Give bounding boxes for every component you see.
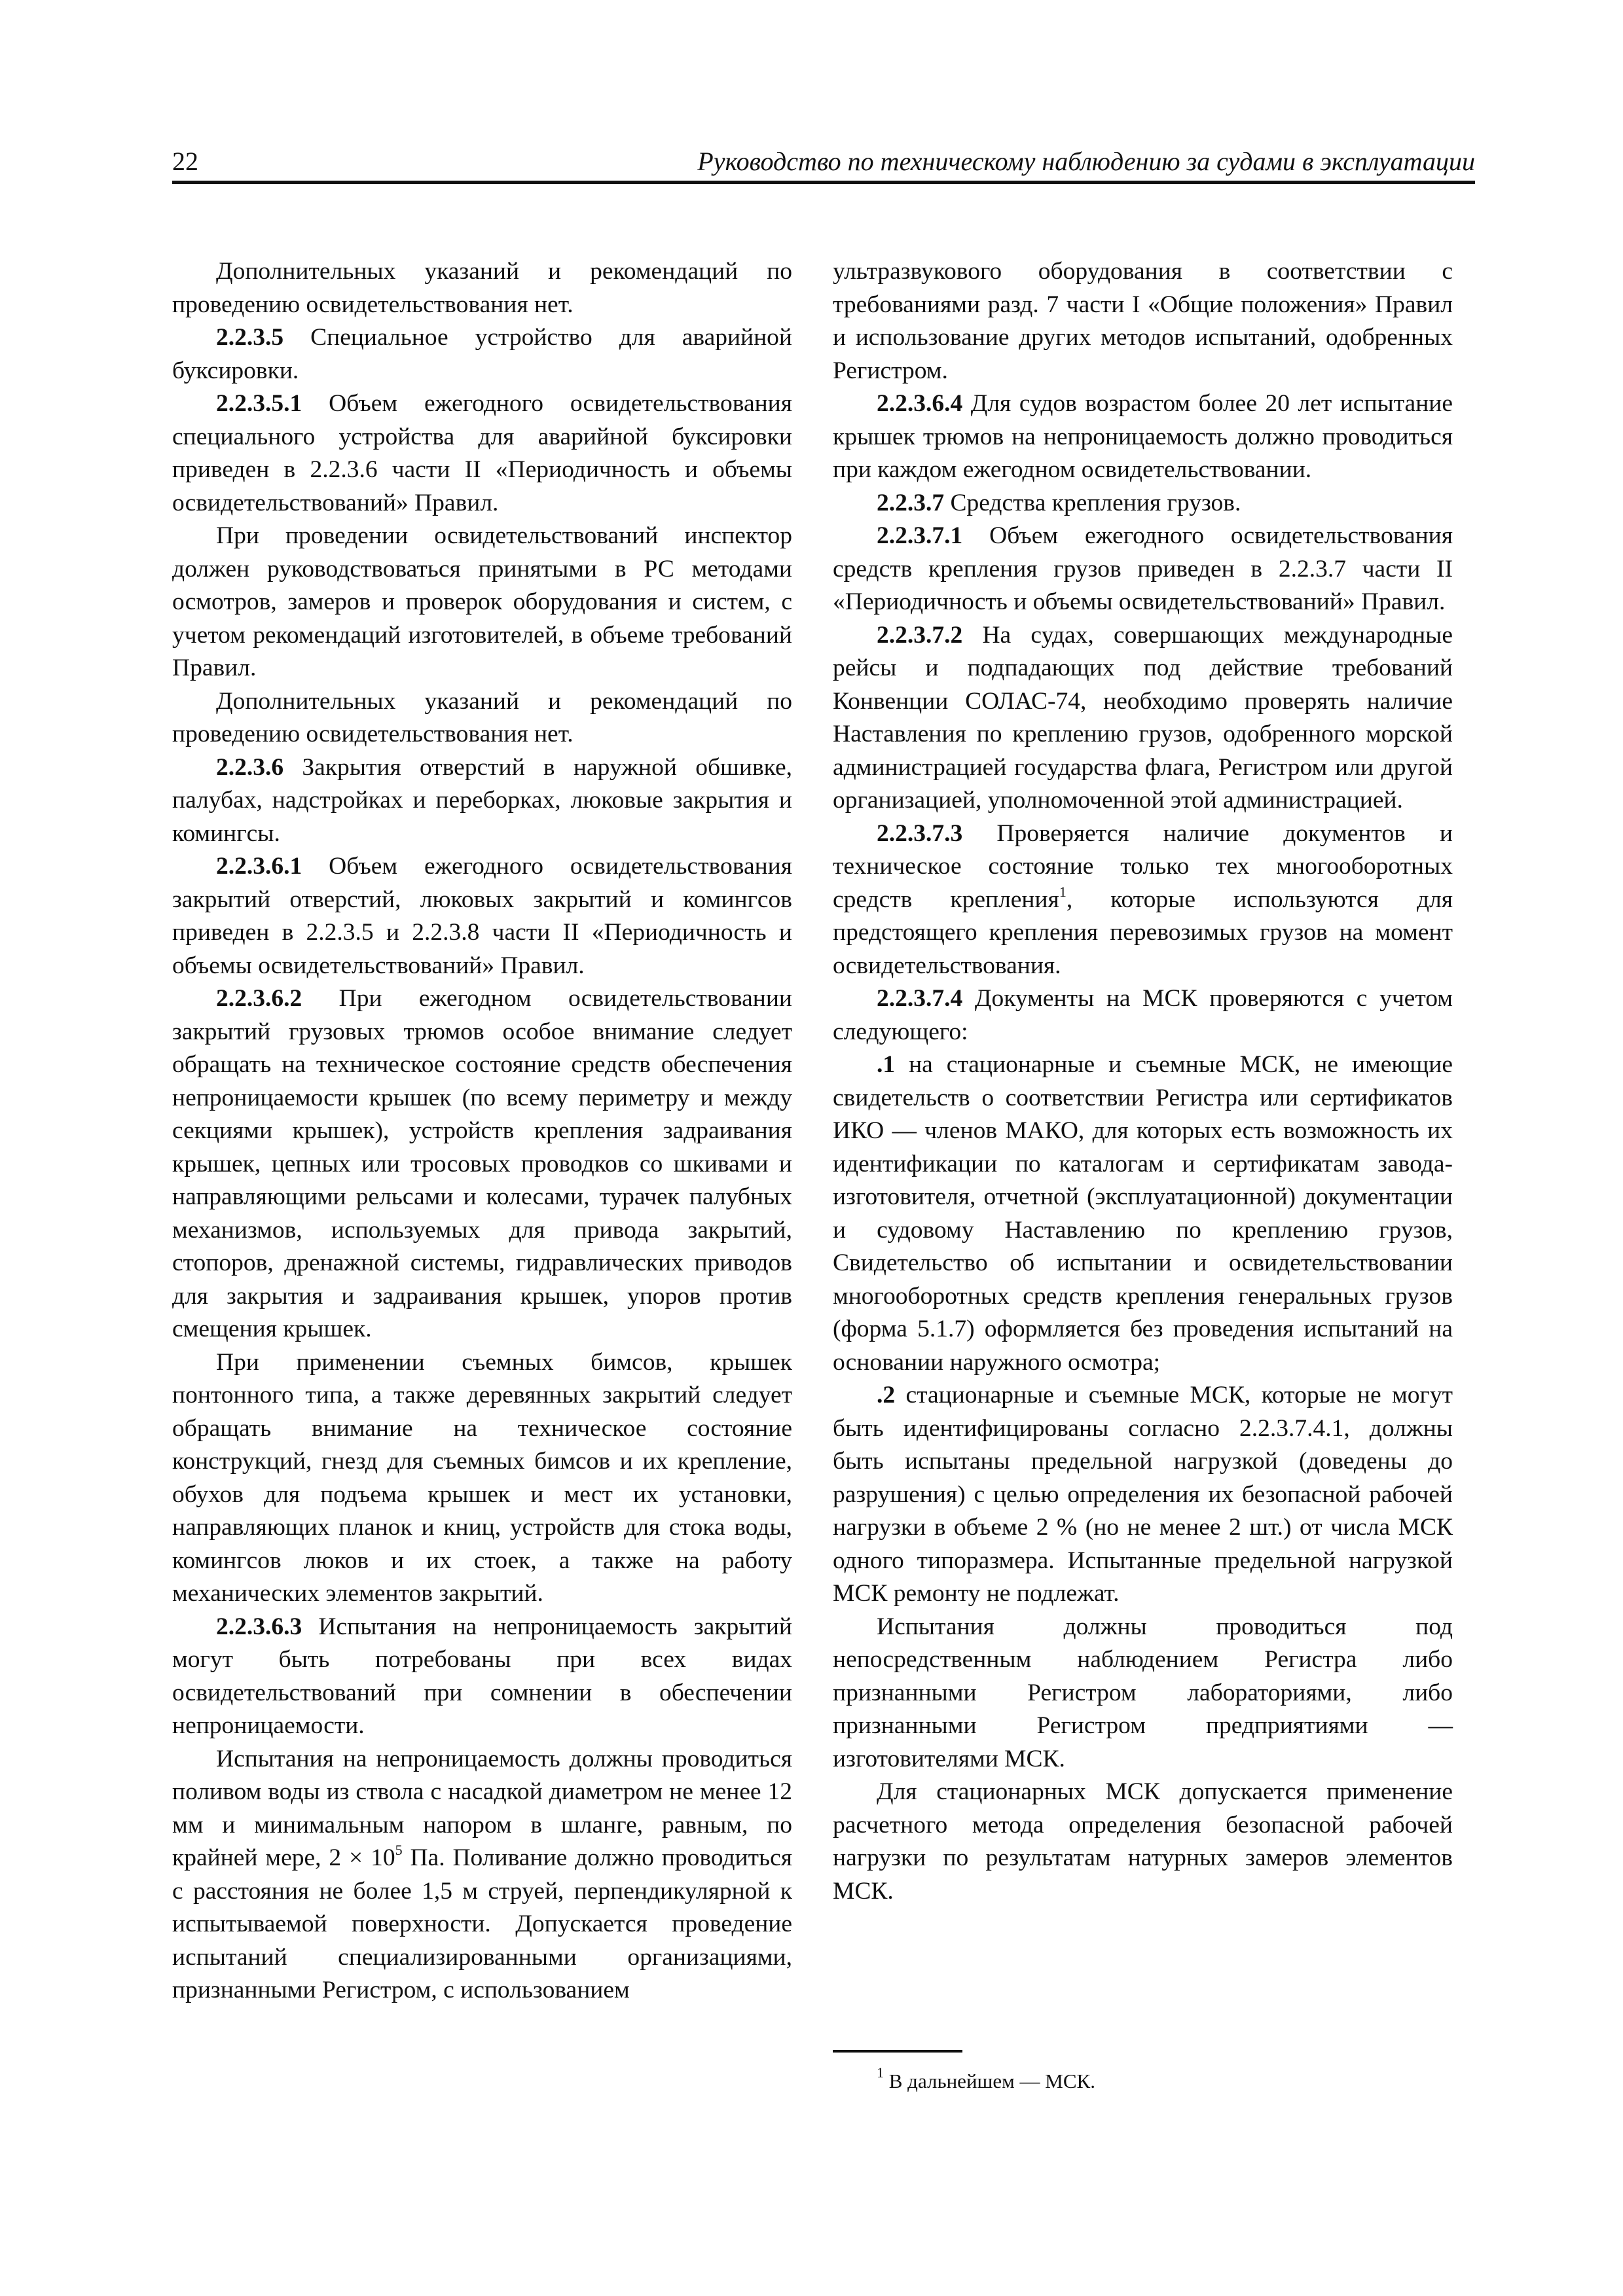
paragraph	[172, 1743, 792, 2007]
section-number: 2.2.3.7.3	[877, 819, 963, 847]
paragraph	[172, 850, 792, 982]
section-number: 2.2.3.6.4	[877, 390, 963, 417]
section-number: 2.2.3.7.2	[877, 621, 963, 649]
section-number: 2.2.3.7.1	[877, 522, 963, 549]
paragraph	[172, 520, 792, 685]
paragraph-text: Закрытия отверстий в наружной обшивке, палубах, надстройках и переборках, люковые закрытия и комингсы.	[172, 753, 792, 847]
paragraph-text: Объем ежегодного освидетельствования специального устройства для аварийной буксировки приведен в 2.2.3.6 части II «Периодичность и объемы освидетельствований» Правил.	[172, 390, 792, 516]
paragraph	[172, 255, 792, 321]
section-number: .1	[877, 1051, 896, 1078]
paragraph-text: Испытания на непроницаемость должны проводиться поливом воды из ствола с насадкой диаметром не менее 12 мм и минимальным напором в шланге, равным, по крайней мере, 2 × 10	[172, 1745, 792, 1871]
paragraph-text: стационарные и съемные МСК, которые не могут быть идентифицированы согласно 2.2.3.7.4.1, должны быть испытаны предельной нагрузкой (доведены до разрушения) с целью определения их безопасной рабочей нагрузки в объеме 2 % (но не менее 2 шт.) от числа МСК одного типоразмера. Испытанные предельной нагрузкой МСК ремонту не подлежат.	[833, 1382, 1453, 1607]
paragraph	[833, 1611, 1453, 1776]
paragraph-text: При применении съемных бимсов, крышек понтонного типа, а также деревянных закрытий следует обращать внимание на техническое состояние конструкций, гнезд для съемных бимсов и их крепление, обухов для подъема крышек и мест их установки, направляющих планок и книц, устройств для стока воды, комингсов люков и их стоек, а также на работу механических элементов закрытий.	[172, 1348, 792, 1607]
paragraph-text: Дополнительных указаний и рекомендаций по проведению освидетельствования нет.	[172, 258, 792, 318]
paragraph	[833, 817, 1453, 983]
paragraph-text: Дополнительных указаний и рекомендаций по проведению освидетельствования нет.	[172, 687, 792, 747]
footnote-divider	[833, 2050, 962, 2053]
paragraph-text: Специальное устройство для аварийной буксировки.	[172, 324, 792, 384]
paragraph	[833, 1049, 1453, 1379]
paragraph	[172, 321, 792, 387]
section-number: 2.2.3.7	[877, 489, 945, 516]
section-number: 2.2.3.6.2	[216, 985, 302, 1012]
paragraph-text: На судах, совершающих международные рейсы и подпадающих под действие требований Конвенции СОЛАС-74, необходимо проверять наличие Наставления по креплению грузов, одобренного морской администрацией государства флага, Регистром или другой организацией, уполномоченной этой администрацией.	[833, 621, 1453, 814]
paragraph-text: При ежегодном освидетельствовании закрытий грузовых трюмов особое внимание следует обращать на техническое состояние средств обеспечения непроницаемости крышек (по всему периметру и между секциями крышек), устройств крепления задраивания крышек, цепных или тросовых проводков со шкивами и направляющими рельсами и колесами, турачек палубных механизмов, используемых для привода закрытий, стопоров, дренажной системы, гидравлических приводов для закрытия и задраивания крышек, упоров против смещения крышек.	[172, 985, 792, 1342]
paragraph-text: ультразвукового оборудования в соответствии с требованиями разд. 7 части I «Общие положения» Правил и использование других методов испытаний, одобренных Регистром.	[833, 258, 1453, 384]
left-text-column	[172, 255, 792, 2007]
paragraph-text-continued: Па. Поливание должно проводиться с расстояния не более 1,5 м струей, перпендикулярной к испытываемой поверхности. Допускается проведение испытаний специализированными организациями, признанными Регистром, с использованием	[172, 1844, 792, 2003]
section-number: 2.2.3.6	[216, 753, 284, 781]
paragraph	[172, 387, 792, 520]
paragraph-text-continued: , которые используются для предстоящего крепления перевозимых грузов на момент освидетельствования.	[833, 886, 1453, 979]
paragraph	[833, 255, 1453, 387]
superscript: 5	[395, 1842, 403, 1858]
paragraph	[833, 387, 1453, 487]
paragraph	[833, 1776, 1453, 1908]
paragraph-text: Объем ежегодного освидетельствования закрытий отверстий, люковых закрытий и комингсов приведен в 2.2.3.5 и 2.2.3.8 части II «Периодичность и объемы освидетельствований» Правил.	[172, 853, 792, 979]
paragraph-text: на стационарные и съемные МСК, не имеющие свидетельств о соответствии Регистра или сертификатов ИКО — членов МАКО, для которых есть возможность их идентификации по каталогам и сертификатам завода-изготовителя, отчетной (эксплуатационной) документации и судовому Наставлению по креплению грузов, Свидетельство об испытании и освидетельствовании многооборотных средств крепления генеральных грузов (форма 5.1.7) оформляется без проведения испытаний на основании наружного осмотра;	[833, 1051, 1453, 1376]
paragraph	[833, 619, 1453, 817]
paragraph	[833, 520, 1453, 619]
paragraph-text: Для судов возрастом более 20 лет испытание крышек трюмов на непроницаемость должно проводиться при каждом ежегодном освидетельствовании.	[833, 390, 1453, 483]
superscript: 1	[1059, 883, 1067, 900]
footnote-text: В дальнейшем — МСК.	[884, 2070, 1095, 2092]
paragraph	[833, 982, 1453, 1049]
footnote-mark: 1	[877, 2064, 884, 2081]
section-number: 2.2.3.7.4	[877, 985, 963, 1012]
paragraph	[833, 1379, 1453, 1611]
paragraph	[172, 685, 792, 751]
paragraph-text: Испытания на непроницаемость закрытий могут быть потребованы при всех видах освидетельствований при сомнении в обеспечении непроницаемости.	[172, 1613, 792, 1739]
paragraph	[172, 1611, 792, 1743]
paragraph-text: При проведении освидетельствований инспектор должен руководствоваться принятыми в РС методами осмотров, замеров и проверок оборудования и систем, с учетом рекомендаций изготовителей, в объеме требований Правил.	[172, 522, 792, 681]
section-number: .2	[877, 1382, 896, 1408]
section-number: 2.2.3.6.3	[216, 1613, 302, 1640]
running-title: Руководство по техническому наблюдению за судами в эксплуатации	[697, 147, 1475, 176]
paragraph	[172, 1346, 792, 1611]
page-header	[172, 145, 1475, 184]
paragraph-text: Средства крепления грузов.	[944, 489, 1241, 516]
paragraph-text: Объем ежегодного освидетельствования средств крепления грузов приведен в 2.2.3.7 части II «Периодичность и объемы освидетельствований» Правил.	[833, 522, 1453, 615]
paragraph	[833, 487, 1453, 520]
footnote	[877, 2064, 1095, 2094]
section-number: 2.2.3.5	[216, 324, 284, 351]
paragraph-text: Документы на МСК проверяются с учетом следующего:	[833, 985, 1453, 1045]
paragraph-text: Испытания должны проводиться под непосредственным наблюдением Регистра либо признанными Регистром лабораториями, либо признанными Регистром предприятиями — изготовителями МСК.	[833, 1613, 1453, 1772]
page-number: 22	[172, 147, 198, 176]
paragraph-text: Проверяется наличие документов и техническое состояние только тех многооборотных средств крепления	[833, 819, 1453, 913]
paragraph	[172, 751, 792, 851]
section-number: 2.2.3.5.1	[216, 390, 302, 417]
section-number: 2.2.3.6.1	[216, 853, 302, 880]
paragraph	[172, 982, 792, 1346]
right-text-column	[833, 255, 1453, 1908]
paragraph-text: Для стационарных МСК допускается применение расчетного метода определения безопасной рабочей нагрузки по результатам натурных замеров элементов МСК.	[833, 1778, 1453, 1905]
